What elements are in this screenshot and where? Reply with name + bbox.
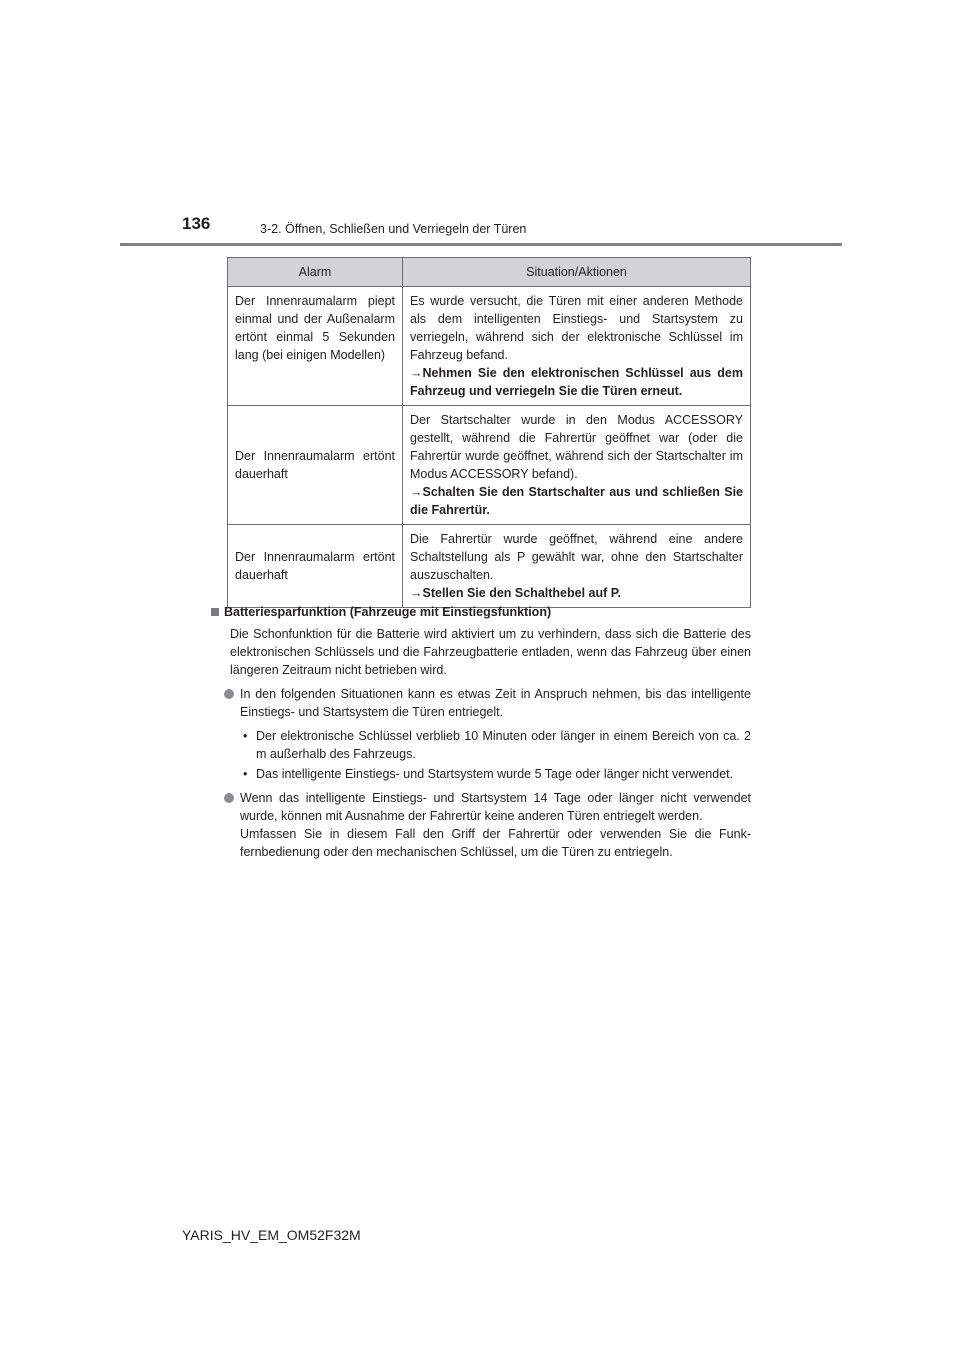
- situation-cell: [403, 287, 751, 406]
- alarm-cell: Der Innenraumalarm ertönt dauerhaft: [228, 525, 403, 608]
- column-header-situation: Situation/Aktionen: [403, 258, 751, 287]
- action-label: Stellen Sie den Schalthebel auf P.: [422, 586, 621, 600]
- arrow-icon: →: [410, 366, 423, 380]
- list-item-text: In den folgenden Situationen kann es etwas Zeit in Anspruch nehmen, bis das intelligente Einstiegs- und Startsystem die Türen entriegelt.: [240, 687, 751, 719]
- section-heading: [211, 603, 751, 621]
- header-divider: [120, 243, 842, 246]
- situation-text: Der Startschalter wurde in den Modus ACCESSORY gestellt, während die Fahrertür geöffnet war (oder die Fahrertür wurde geöffnet, während sich der Startschalter im Modus ACCESSORY befand).: [410, 413, 743, 481]
- sub-list-item-text: Der elektronische Schlüssel verblieb 10 Minuten oder länger in einem Bereich von ca. 2 m außerhalb des Fahrzeugs.: [256, 729, 751, 761]
- bullet-mark: •: [243, 729, 248, 743]
- arrow-icon: →: [410, 586, 423, 600]
- situation-text: Es wurde versucht, die Türen mit einer anderen Methode als dem intelligenten Einstiegs- und Startsystem zu verriegeln, während sich der elektronische Schlüssel im Fahrzeug befand.: [410, 294, 743, 362]
- action-text: [410, 364, 743, 400]
- bullet-mark: •: [243, 767, 248, 781]
- battery-saver-section: [211, 603, 751, 867]
- action-text: [410, 584, 743, 602]
- chapter-title: 3-2. Öffnen, Schließen und Verriegeln der Türen: [260, 222, 527, 236]
- arrow-icon: →: [410, 485, 423, 499]
- list-item-extra-text: Umfassen Sie in diesem Fall den Griff der Fahrertür oder verwenden Sie die Funkfernbedienung oder den mechanischen Schlüssel, um die Türen zu entriegeln.: [240, 827, 751, 859]
- column-header-alarm: Alarm: [228, 258, 403, 287]
- alarm-cell: Der Innenraumalarm piept einmal und der Außenalarm ertönt einmal 5 Sekunden lang (bei einigen Modellen): [228, 287, 403, 406]
- action-text: [410, 483, 743, 519]
- page-number: 136: [182, 214, 211, 233]
- sub-list-item: [211, 727, 751, 763]
- situation-cell: [403, 406, 751, 525]
- list-item: [211, 789, 751, 861]
- circle-bullet-icon: [224, 689, 234, 699]
- action-label: Schalten Sie den Startschalter aus und schließen Sie die Fahrertür.: [410, 485, 743, 517]
- section-heading-text: Batteriesparfunktion (Fahrzeuge mit Einstiegsfunktion): [224, 605, 552, 619]
- list-item-text: Wenn das intelligente Einstiegs- und Startsystem 14 Tage oder länger nicht verwendet wurde, können mit Ausnahme der Fahrertür keine anderen Türen entriegelt werden.: [240, 791, 751, 823]
- document-code: YARIS_HV_EM_OM52F32M: [182, 1227, 361, 1243]
- section-intro: Die Schonfunktion für die Batterie wird aktiviert um zu verhindern, dass sich die Batterie des elektronischen Schlüssels und die Fahrzeugbatterie entladen, wenn das Fahrzeug über einen längeren Zeitraum nicht betrieben wird.: [230, 627, 751, 677]
- situation-text: Die Fahrertür wurde geöffnet, während eine andere Schaltstellung als P gewählt war, ohne den Startschalter auszuschalten.: [410, 532, 743, 582]
- action-label: Nehmen Sie den elektronischen Schlüssel aus dem Fahrzeug und verriegeln Sie die Türen erneut.: [410, 366, 743, 398]
- square-bullet-icon: [211, 608, 219, 616]
- sub-list-item-text: Das intelligente Einstiegs- und Startsystem wurde 5 Tage oder länger nicht verwendet.: [256, 767, 734, 781]
- situation-cell: [403, 525, 751, 608]
- table-row: [228, 406, 751, 525]
- table-row: [228, 525, 751, 608]
- alarm-table: [227, 257, 751, 608]
- list-item: [211, 685, 751, 721]
- alarm-cell: Der Innenraumalarm ertönt dauerhaft: [228, 406, 403, 525]
- circle-bullet-icon: [224, 793, 234, 803]
- table-row: [228, 287, 751, 406]
- table-header-row: [228, 258, 751, 287]
- sub-list-item: [211, 765, 751, 783]
